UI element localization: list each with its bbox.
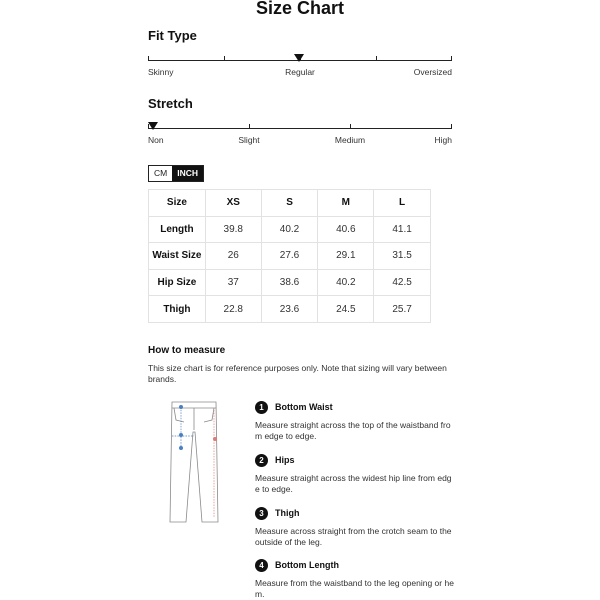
cm-button[interactable]: CM bbox=[149, 166, 172, 181]
row-label: Waist Size bbox=[149, 243, 206, 270]
unit-toggle bbox=[148, 165, 204, 182]
row-label: Length bbox=[149, 216, 206, 243]
table-cell: 39.8 bbox=[205, 216, 261, 243]
stretch-option-slight: Slight bbox=[238, 135, 260, 145]
measure-step-bottom-length bbox=[255, 558, 455, 600]
fit-type-tick bbox=[451, 56, 452, 61]
page-title: Size Chart bbox=[255, 0, 345, 18]
step-number-badge: 3 bbox=[255, 507, 268, 520]
step-description: Measure across straight from the crotch seam to the outside of the leg. bbox=[255, 526, 452, 547]
fit-type-scale bbox=[148, 52, 452, 82]
table-cell: 25.7 bbox=[374, 296, 431, 323]
fit-type-tick bbox=[376, 56, 377, 61]
table-cell: 31.5 bbox=[374, 243, 431, 270]
table-row bbox=[149, 216, 431, 243]
step-number-badge: 2 bbox=[255, 454, 268, 467]
fit-type-tick bbox=[224, 56, 225, 61]
table-cell: 29.1 bbox=[318, 243, 374, 270]
fit-type-tick bbox=[148, 56, 149, 61]
table-cell: 40.2 bbox=[261, 216, 318, 243]
table-cell: 26 bbox=[205, 243, 261, 270]
size-header-cell: M bbox=[318, 190, 374, 217]
table-cell: 41.1 bbox=[374, 216, 431, 243]
step-number-badge: 1 bbox=[255, 401, 268, 414]
size-table-header-row bbox=[149, 190, 431, 217]
fit-type-selected-marker bbox=[294, 54, 304, 62]
table-row bbox=[149, 243, 431, 270]
table-cell: 23.6 bbox=[261, 296, 318, 323]
step-title: Hips bbox=[275, 455, 295, 465]
stretch-tick bbox=[249, 124, 250, 129]
row-label: Thigh bbox=[149, 296, 206, 323]
table-cell: 38.6 bbox=[261, 269, 318, 296]
fit-type-option-skinny: Skinny bbox=[148, 67, 174, 77]
size-table bbox=[148, 189, 431, 323]
row-label: Hip Size bbox=[149, 269, 206, 296]
table-row bbox=[149, 296, 431, 323]
stretch-tick bbox=[350, 124, 351, 129]
measure-step-thigh bbox=[255, 506, 455, 548]
step-description: Measure straight across the widest hip line from edge to edge. bbox=[255, 473, 452, 494]
size-header-cell: Size bbox=[149, 190, 206, 217]
measure-step-bottom-waist bbox=[255, 400, 455, 442]
stretch-tick bbox=[451, 124, 452, 129]
size-header-cell: S bbox=[261, 190, 318, 217]
step-description: Measure straight across the top of the waistband from edge to edge. bbox=[255, 420, 451, 441]
stretch-selected-marker bbox=[148, 122, 158, 130]
fit-type-option-oversized: Oversized bbox=[413, 67, 452, 77]
step-number-badge: 4 bbox=[255, 559, 268, 572]
fit-type-option-regular: Regular bbox=[285, 67, 315, 77]
measure-step-hips bbox=[255, 453, 455, 495]
table-row bbox=[149, 269, 431, 296]
table-cell: 42.5 bbox=[374, 269, 431, 296]
stretch-scale-line bbox=[148, 128, 452, 129]
step-title: Thigh bbox=[275, 508, 300, 518]
table-cell: 40.2 bbox=[318, 269, 374, 296]
fit-type-label: Fit Type bbox=[148, 28, 197, 43]
step-description: Measure from the waistband to the leg opening or hem. bbox=[255, 578, 454, 599]
step-title: Bottom Waist bbox=[275, 402, 333, 412]
how-to-measure-title: How to measure bbox=[148, 345, 226, 356]
table-cell: 24.5 bbox=[318, 296, 374, 323]
stretch-scale bbox=[148, 120, 452, 150]
stretch-option-high: High bbox=[434, 135, 452, 145]
inch-button[interactable]: INCH bbox=[172, 166, 203, 181]
table-cell: 40.6 bbox=[318, 216, 374, 243]
stretch-option-non: Non bbox=[148, 135, 164, 145]
step-title: Bottom Length bbox=[275, 560, 339, 570]
stretch-label: Stretch bbox=[148, 96, 193, 111]
table-cell: 22.8 bbox=[205, 296, 261, 323]
disclaimer-text: This size chart is for reference purposes only. Note that sizing will vary between brands. bbox=[148, 363, 447, 384]
size-header-cell: XS bbox=[205, 190, 261, 217]
pants-diagram-icon bbox=[164, 398, 224, 526]
size-header-cell: L bbox=[374, 190, 431, 217]
stretch-option-medium: Medium bbox=[334, 135, 366, 145]
table-cell: 27.6 bbox=[261, 243, 318, 270]
table-cell: 37 bbox=[205, 269, 261, 296]
